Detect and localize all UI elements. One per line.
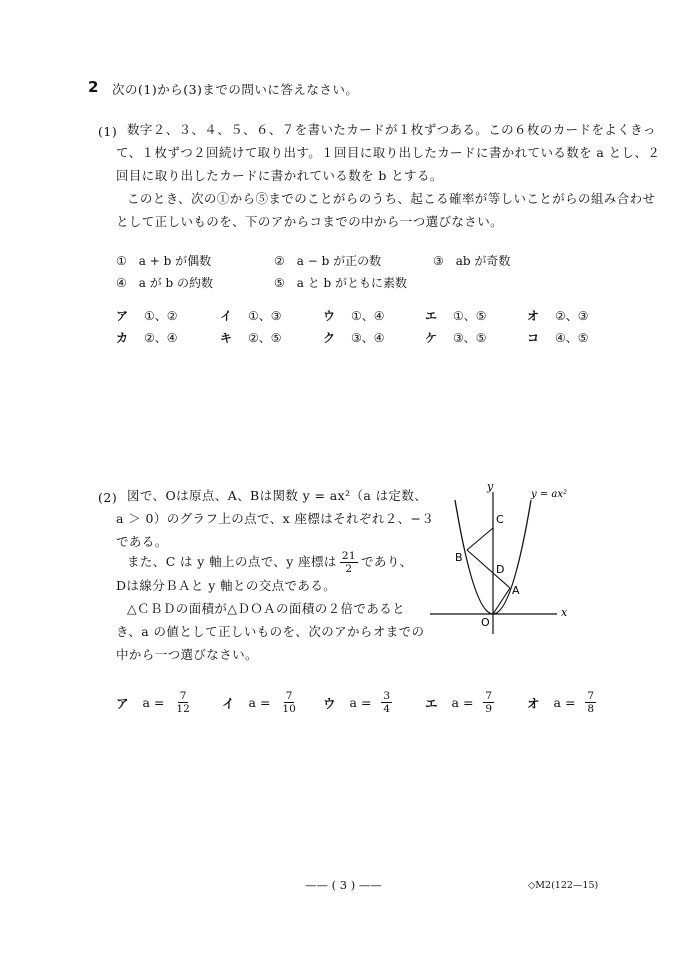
option-value: ①、③ (248, 309, 282, 323)
fraction-denominator: 9 (485, 703, 493, 715)
part2-line3: である。 (116, 534, 168, 549)
fraction-denominator: 2 (345, 563, 353, 575)
point-b-label: B (455, 551, 463, 564)
part2-line1: 図で、Oは原点、A、Bは関数 y = ax²（a は定数、 (127, 488, 428, 503)
answer-o[interactable] (527, 690, 596, 715)
answer-key: ウ (323, 695, 336, 711)
answer-a[interactable] (116, 690, 192, 715)
part2-line6: △ＣＢＤの面積が△ＤＯＡの面積の２倍であると (127, 601, 406, 616)
fraction-numerator: 21 (341, 550, 357, 562)
option-key: キ (220, 331, 233, 345)
part2-line8: 中から一つ選びなさい。 (116, 647, 258, 662)
answer-fraction (585, 690, 596, 715)
condition-3: ③ ab が奇数 (433, 254, 511, 268)
condition-2: ② a − b が正の数 (274, 254, 382, 268)
option-value: ②、⑤ (248, 331, 282, 345)
option-key: ク (323, 331, 336, 345)
fraction-denominator: 10 (282, 703, 296, 715)
curve-label: y = ax² (531, 489, 567, 500)
y-coordinate-fraction (340, 550, 358, 575)
part1-line4: このとき、次の①から⑤までのことがらのうち、起こる確率が等しいことがらの組み合わせ (127, 191, 656, 206)
answer-e[interactable] (425, 690, 494, 715)
answer-i[interactable] (222, 690, 298, 715)
condition-1: ① a + b が偶数 (116, 254, 212, 268)
line4-pre: また、C は y 軸上の点で、y 座標は (127, 554, 337, 570)
answer-lhs: a = (553, 695, 576, 710)
part1-line3: 回目に取り出したカードに書かれている数を b とする。 (116, 168, 443, 183)
answer-lhs: a = (142, 695, 165, 710)
option-key: ア (116, 309, 129, 323)
option-value: ②、④ (144, 331, 178, 345)
question-instruction: 次の(1)から(3)までの問いに答えなさい。 (112, 82, 359, 97)
part1-line5: として正しいものを、下のアからコまでの中から一つ選びなさい。 (116, 214, 504, 229)
option-key: カ (116, 331, 129, 345)
option-ke[interactable] (425, 329, 487, 346)
option-u[interactable] (323, 307, 385, 324)
y-axis-label: y (487, 480, 494, 493)
option-e[interactable] (425, 307, 487, 324)
parabola-graph (425, 478, 590, 638)
point-d-label: D (496, 563, 505, 576)
option-ku[interactable] (323, 329, 385, 346)
answer-u[interactable] (323, 690, 392, 715)
option-value: ①、② (144, 309, 178, 323)
document-code: ◇M2(122—15) (528, 880, 599, 891)
part2-line7: き、a の値として正しいものを、次のアからオまでの (116, 624, 425, 639)
question-number: 2 (88, 78, 99, 96)
x-axis-label: x (561, 606, 568, 619)
fraction-denominator: 8 (587, 703, 595, 715)
option-a[interactable] (116, 307, 178, 324)
option-o[interactable] (527, 307, 589, 324)
option-ko[interactable] (527, 329, 589, 346)
option-key: ケ (425, 331, 438, 345)
option-value: ③、⑤ (453, 331, 487, 345)
answer-lhs: a = (248, 695, 271, 710)
answer-lhs: a = (349, 695, 372, 710)
option-value: ①、⑤ (453, 309, 487, 323)
answer-key: オ (527, 695, 540, 711)
part2-line5: Dは線分ＢＡと y 軸との交点である。 (116, 578, 337, 593)
answer-key: ア (116, 695, 129, 711)
answer-fraction (381, 690, 392, 715)
answer-fraction (174, 690, 191, 715)
fraction-numerator: 7 (485, 690, 493, 702)
page-number: —— ( 3 ) —— (305, 878, 382, 892)
option-key: エ (425, 309, 438, 323)
part2-line4 (127, 550, 413, 575)
fraction-denominator: 12 (176, 703, 190, 715)
answer-key: イ (222, 695, 235, 711)
point-a-label: A (512, 584, 520, 597)
option-ki[interactable] (220, 329, 282, 346)
answer-fraction (280, 690, 297, 715)
condition-5: ⑤ a と b がともに素数 (274, 276, 408, 290)
fraction-numerator: 3 (383, 690, 391, 702)
answer-fraction (483, 690, 494, 715)
option-i[interactable] (220, 307, 282, 324)
fraction-denominator: 4 (383, 703, 391, 715)
fraction-numerator: 7 (179, 690, 187, 702)
answer-key: エ (425, 695, 438, 711)
point-c-label: C (496, 513, 504, 526)
option-key: コ (527, 331, 540, 345)
answer-lhs: a = (451, 695, 474, 710)
option-key: イ (220, 309, 233, 323)
option-value: ④、⑤ (555, 331, 589, 345)
option-value: ①、④ (351, 309, 385, 323)
segment-oa (493, 588, 510, 614)
condition-4: ④ a が b の約数 (116, 276, 214, 290)
option-key: オ (527, 309, 540, 323)
segment-bc (467, 528, 493, 550)
fraction-numerator: 7 (587, 690, 595, 702)
part1-label: (1) (98, 124, 118, 139)
part1-line1: 数字２、３、４、５、６、７を書いたカードが１枚ずつある。この６枚のカードをよくきっ (127, 122, 656, 137)
option-ka[interactable] (116, 329, 178, 346)
part2-label: (2) (98, 490, 118, 505)
part1-line2: て、１枚ずつ２回続けて取り出す。１回目に取り出したカードに書かれている数を a とし、２ (116, 145, 661, 160)
line4-post: であり、 (361, 554, 413, 570)
option-key: ウ (323, 309, 336, 323)
option-value: ②、③ (555, 309, 589, 323)
option-value: ③、④ (351, 331, 385, 345)
part2-line2: a ＞ 0）のグラフ上の点で、x 座標はそれぞれ２、−３ (116, 511, 435, 526)
origin-label: O (481, 616, 490, 629)
fraction-numerator: 7 (285, 690, 293, 702)
